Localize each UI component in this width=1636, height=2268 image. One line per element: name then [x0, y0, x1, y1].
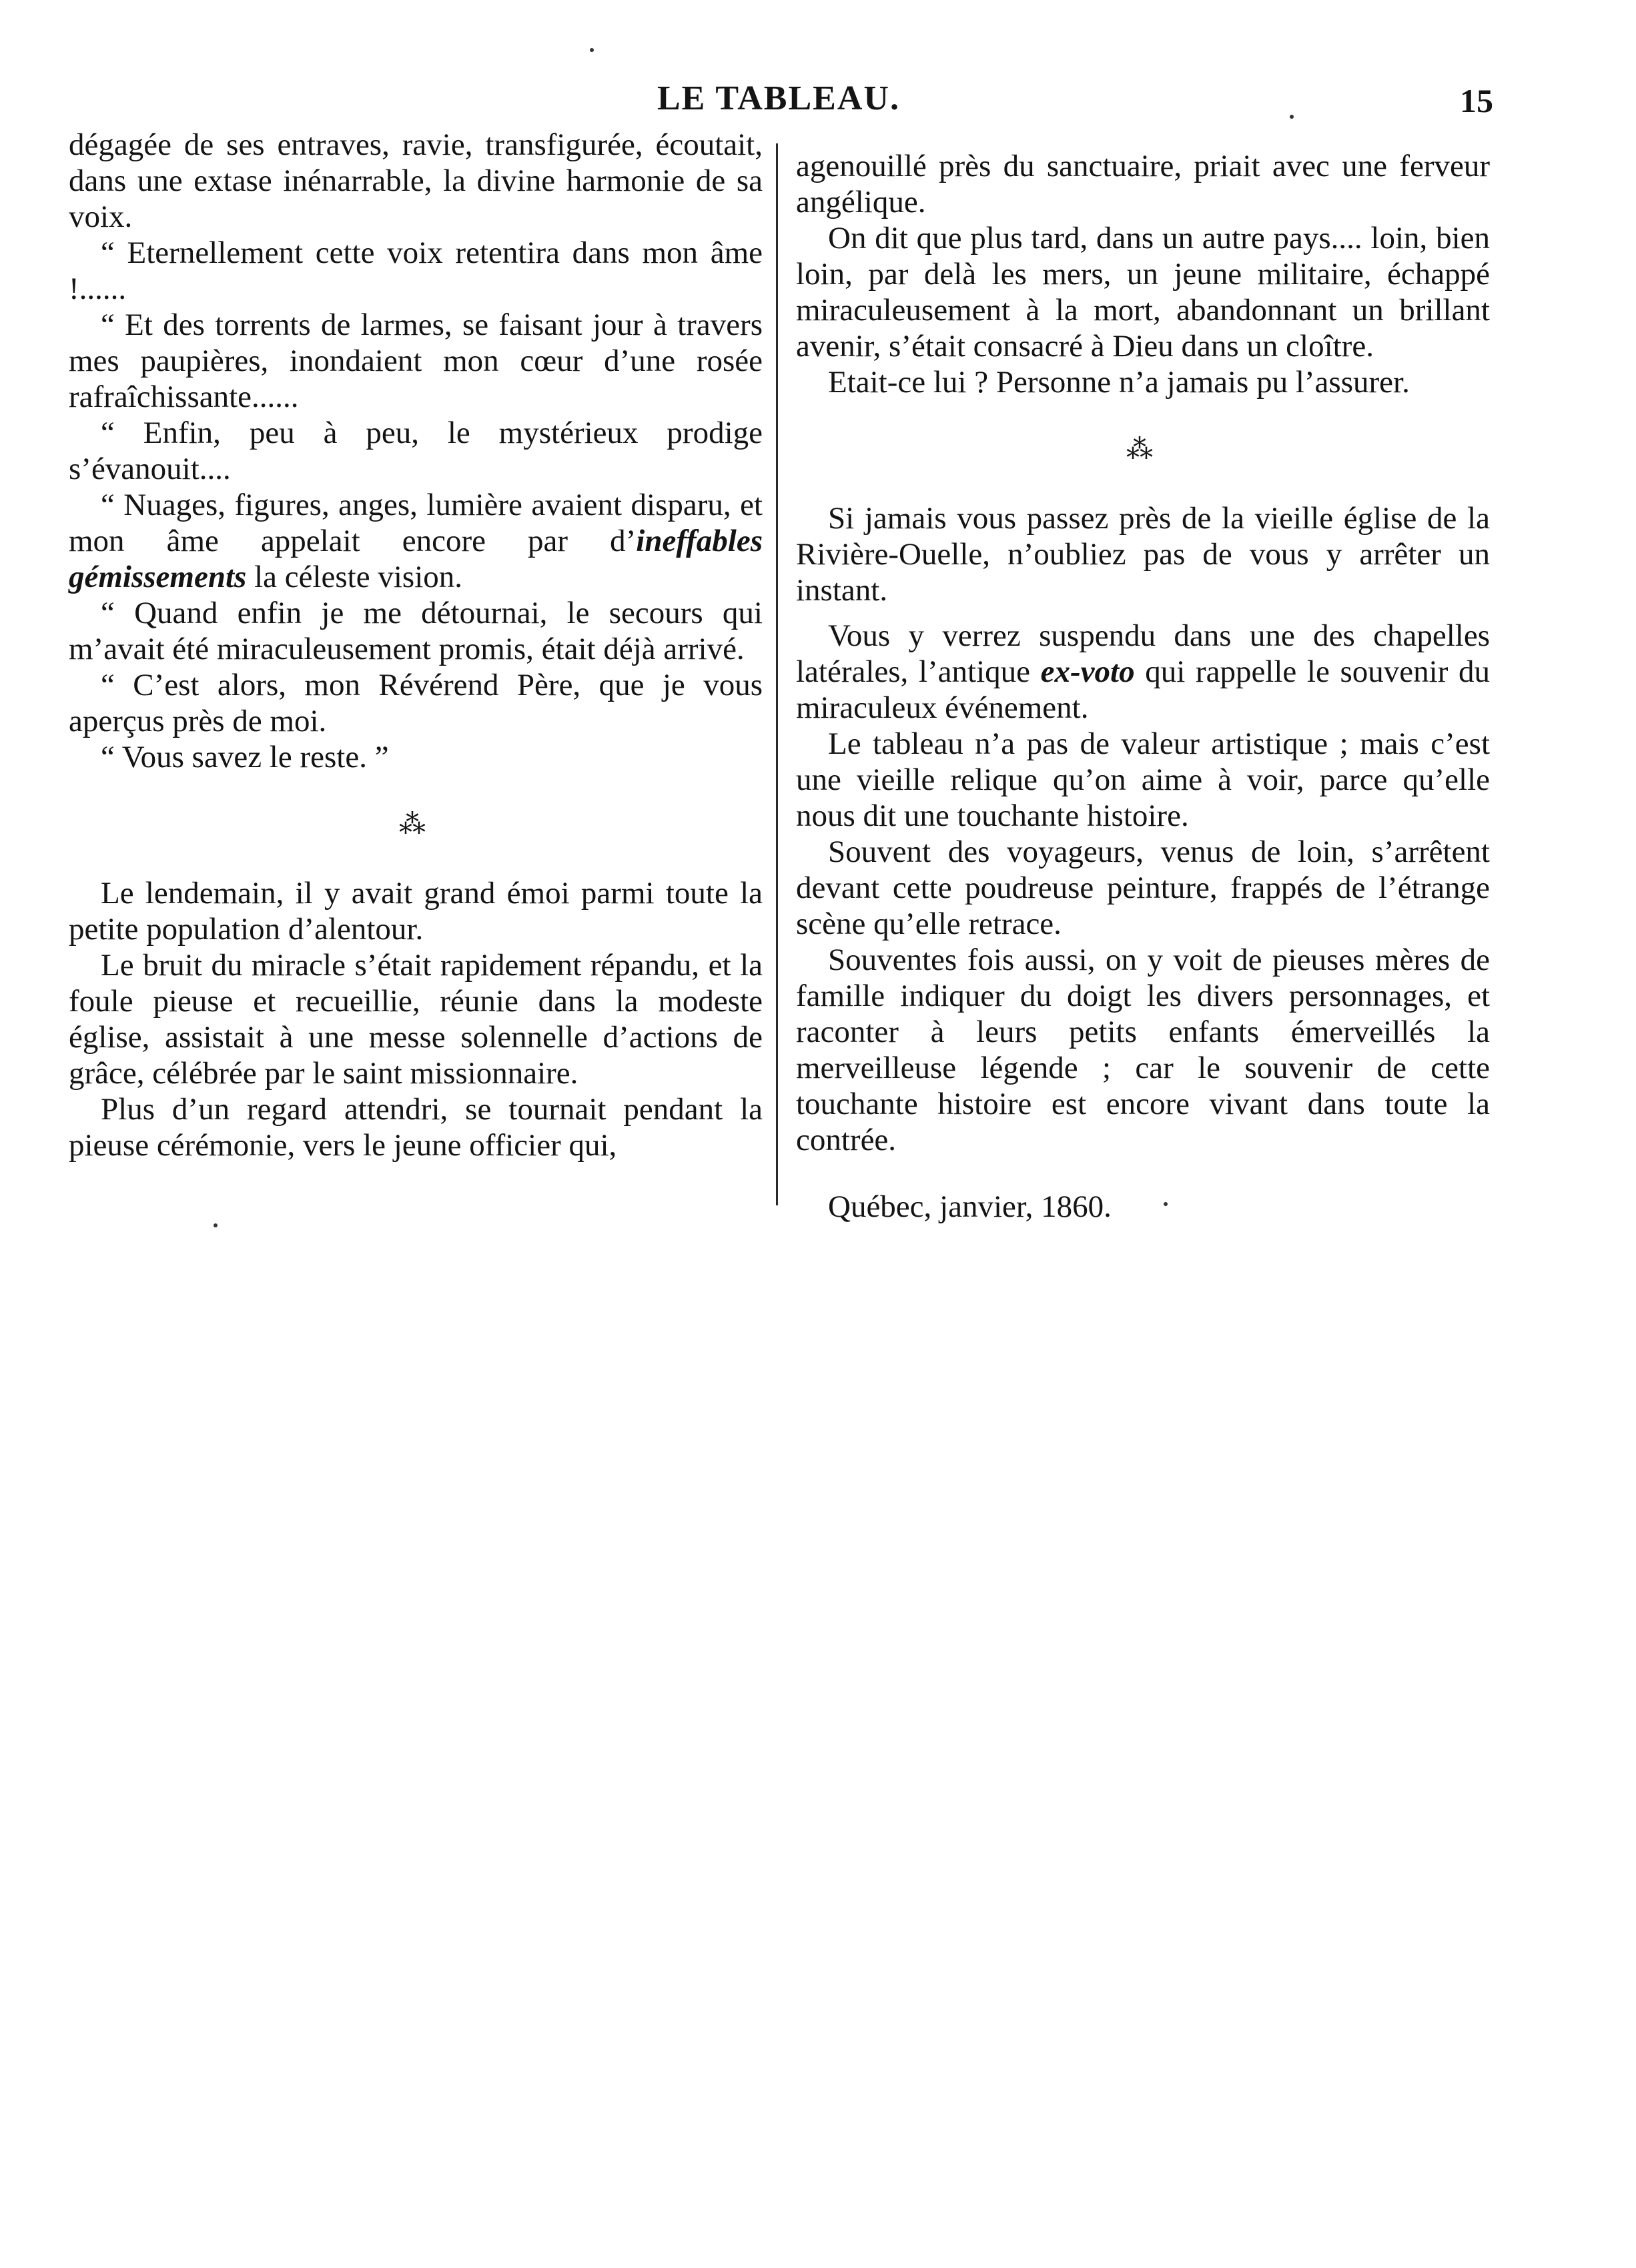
- paragraph: [796, 618, 1490, 726]
- paragraph: “ Eternellement cette voix retentira dans mon âme !......: [69, 235, 763, 306]
- paragraph: On dit que plus tard, dans un autre pays.... loin, bien loin, par delà les mers, un jeune militaire, échappé miraculeusement à la mort, abandonnant un brillant avenir, s’était consacré à Dieu dans un cloître.: [796, 221, 1490, 364]
- section-break-asterism: ⁂: [1126, 434, 1160, 464]
- paragraph: “ Vous savez le reste. ”: [101, 740, 389, 774]
- left-column: [69, 127, 763, 1163]
- scan-speck: [214, 1223, 218, 1227]
- scan-speck: [590, 48, 594, 52]
- running-title: LE TABLEAU.: [657, 79, 900, 117]
- paragraph: Souvent des voyageurs, venus de loin, s’arrêtent devant cette poudreuse peinture, frappés de l’étrange scène qu’elle retrace.: [796, 834, 1490, 941]
- paragraph: Etait-ce lui ? Personne n’a jamais pu l’assurer.: [828, 365, 1410, 400]
- right-column: [796, 148, 1490, 1225]
- scan-speck: [1290, 115, 1294, 119]
- paragraph: “ C’est alors, mon Révérend Père, que je vous aperçus près de moi.: [69, 668, 763, 738]
- place-date-signature: Québec, janvier, 1860.: [828, 1189, 1112, 1224]
- column-divider: [776, 143, 778, 1205]
- paragraph-text: la céleste vision.: [246, 560, 463, 594]
- italic-phrase: ineffables gémissements: [69, 524, 763, 594]
- paragraph: Si jamais vous passez près de la vieille église de la Rivière-Ouelle, n’oubliez pas de vous y arrêter un instant.: [796, 501, 1490, 608]
- paragraph: Le bruit du miracle s’était rapidement répandu, et la foule pieuse et recueillie, réunie dans la modeste église, assistait à une messe solennelle d’actions de grâce, célébrée par le saint missionnaire.: [69, 948, 763, 1091]
- paragraph: Le tableau n’a pas de valeur artistique ; mais c’est une vieille relique qu’on aime à voir, parce qu’elle nous dit une touchante histoire.: [796, 726, 1490, 833]
- paragraph: “ Enfin, peu à peu, le mystérieux prodige s’évanouit....: [69, 416, 763, 486]
- paragraph: [69, 487, 763, 595]
- page-number: 15: [1460, 82, 1493, 119]
- paragraph: dégagée de ses entraves, ravie, transfigurée, écoutait, dans une extase inénarrable, la divine harmonie de sa voix.: [69, 127, 763, 234]
- paragraph: Plus d’un regard attendri, se tournait pendant la pieuse cérémonie, vers le jeune officier qui,: [69, 1092, 763, 1163]
- paragraph: Souventes fois aussi, on y voit de pieuses mères de famille indiquer du doigt les divers personnages, et raconter à leurs petits enfants émerveillés la merveilleuse légende ; car le souvenir de cette touchante histoire est encore vivant dans toute la contrée.: [796, 943, 1490, 1157]
- section-break-asterism: ⁂: [399, 809, 432, 839]
- paragraph: agenouillé près du sanctuaire, priait avec une ferveur angélique.: [796, 149, 1490, 219]
- paragraph-text: qui rappelle le souvenir du miraculeux événement.: [796, 654, 1490, 725]
- scan-speck: [1164, 1202, 1168, 1206]
- italic-phrase: ex-voto: [1040, 654, 1135, 689]
- paragraph-text: Vous y verrez suspendu dans une des chapelles latérales, l’antique: [796, 618, 1490, 689]
- paragraph: “ Quand enfin je me détournai, le secours qui m’avait été miraculeusement promis, était déjà arrivé.: [69, 596, 763, 666]
- paragraph: “ Et des torrents de larmes, se faisant jour à travers mes paupières, inondaient mon cœur d’une rosée rafraîchissante......: [69, 308, 763, 414]
- paragraph-text: “ Nuages, figures, anges, lumière avaient disparu, et mon âme appelait encore par d’: [69, 488, 763, 558]
- paragraph: Le lendemain, il y avait grand émoi parmi toute la petite population d’alentour.: [69, 876, 763, 947]
